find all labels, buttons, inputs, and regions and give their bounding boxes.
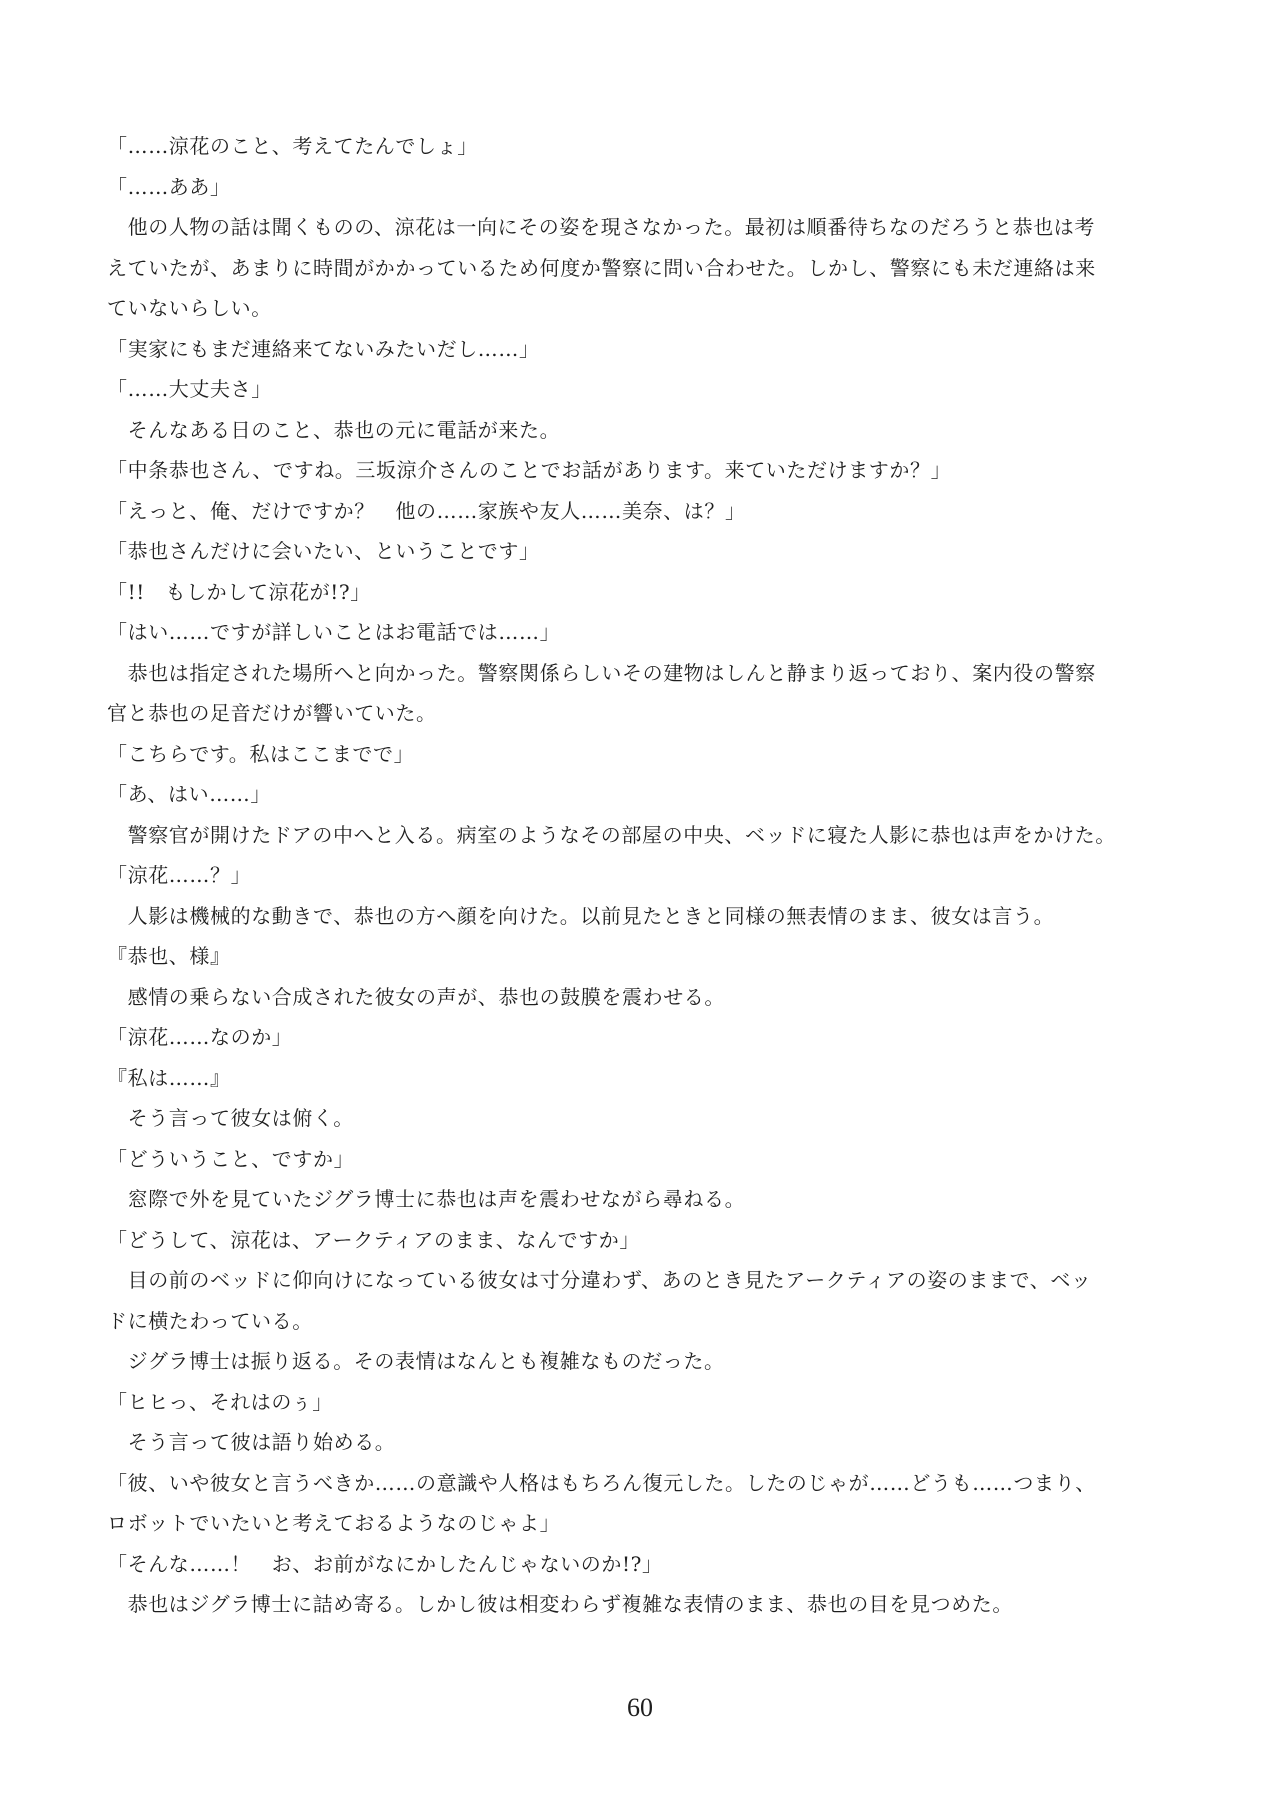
text-line: 恭也は指定された場所へと向かった。警察関係らしいその建物はしんと静まり返っており、案内役の警察 [107, 660, 1096, 685]
text-line: 「こちらです。私はここまでで」 [107, 741, 415, 766]
text-line: 「……涼花のこと、考えてたんでしょ」 [107, 134, 478, 158]
text-line: 人影は機械的な動きで、恭也の方へ顔を向けた。以前見たときと同様の無表情のまま、彼女は言う。 [107, 903, 1055, 928]
text-line: 警察官が開けたドアの中へと入る。病室のようなその部屋の中央、ベッドに寝た人影に恭也は声をかけた。 [107, 822, 1116, 847]
text-line: 「あ、はい……」 [107, 782, 271, 806]
text-line: 「……大丈夫さ」 [107, 377, 272, 401]
text-line: 感情の乗らない合成された彼女の声が、恭也の鼓膜を震わせる。 [107, 984, 725, 1009]
text-line: 「どういうこと、ですか」 [107, 1146, 355, 1171]
text-line: 目の前のベッドに仰向けになっている彼女は寸分違わず、あのとき見たアークティアの姿のままで、ベッ [107, 1268, 1092, 1292]
text-line: 「中条恭也さん、ですね。三坂涼介さんのことでお話があります。来ていただけますか？」 [107, 458, 952, 482]
text-line: 「恭也さんだけに会いたい、ということです」 [107, 539, 540, 563]
text-line: 官と恭也の足音だけが響いていた。 [107, 701, 437, 725]
text-line: 「はい……ですが詳しいことはお電話では……」 [107, 620, 561, 644]
text-line: ロボットでいたいと考えておるようなのじゃよ」 [107, 1511, 561, 1535]
text-line: ジグラ博士は振り返る。その表情はなんとも複雑なものだった。 [107, 1349, 725, 1373]
text-line: そんなある日のこと、恭也の元に電話が来た。 [107, 417, 561, 442]
page-number: 60 [627, 1693, 653, 1722]
text-line: 「そんな……！ お、お前がなにかしたんじゃないのか!?」 [107, 1551, 663, 1576]
text-line: 「……ああ」 [107, 174, 231, 199]
text-line: 「どうして、涼花は、アークティアのまま、なんですか」 [107, 1227, 640, 1252]
text-line: そう言って彼は語り始める。 [107, 1430, 396, 1454]
text-line: 「涼花……？」 [107, 863, 252, 887]
text-line: そう言って彼女は俯く。 [107, 1106, 354, 1130]
text-line: ドに横たわっている。 [107, 1308, 313, 1333]
text-line: 恭也はジグラ博士に詰め寄る。しかし彼は相変わらず複雑な表情のまま、恭也の目を見つめた。 [107, 1592, 1013, 1616]
text-line: 「涼花……なのか」 [107, 1025, 293, 1049]
body-text [107, 126, 1187, 1625]
text-line: 『恭也、様』 [107, 944, 231, 968]
text-line: 「!! もしかして涼花が!?」 [107, 579, 371, 604]
text-line: えていたが、あまりに時間がかかっているため何度か警察に問い合わせた。しかし、警察にも未だ連絡は来 [107, 255, 1096, 280]
text-line: ていないらしい。 [107, 296, 272, 320]
text-line: 他の人物の話は聞くものの、涼花は一向にその姿を現さなかった。最初は順番待ちなのだろうと恭也は考 [107, 215, 1095, 239]
text-line: 「ヒヒっ、それはのぅ」 [107, 1389, 333, 1414]
text-line: 「彼、いや彼女と言うべきか……の意識や人格はもちろん復元した。したのじゃが……どうも……つまり、 [107, 1470, 1096, 1495]
text-line: 窓際で外を見ていたジグラ博士に恭也は声を震わせながら尋ねる。 [107, 1187, 746, 1211]
text-line: 「実家にもまだ連絡来てないみたいだし……」 [107, 336, 540, 361]
text-line: 『私は……』 [107, 1065, 231, 1090]
text-line: 「えっと、俺、だけですか？ 他の……家族や友人……美奈、は？」 [107, 498, 746, 523]
